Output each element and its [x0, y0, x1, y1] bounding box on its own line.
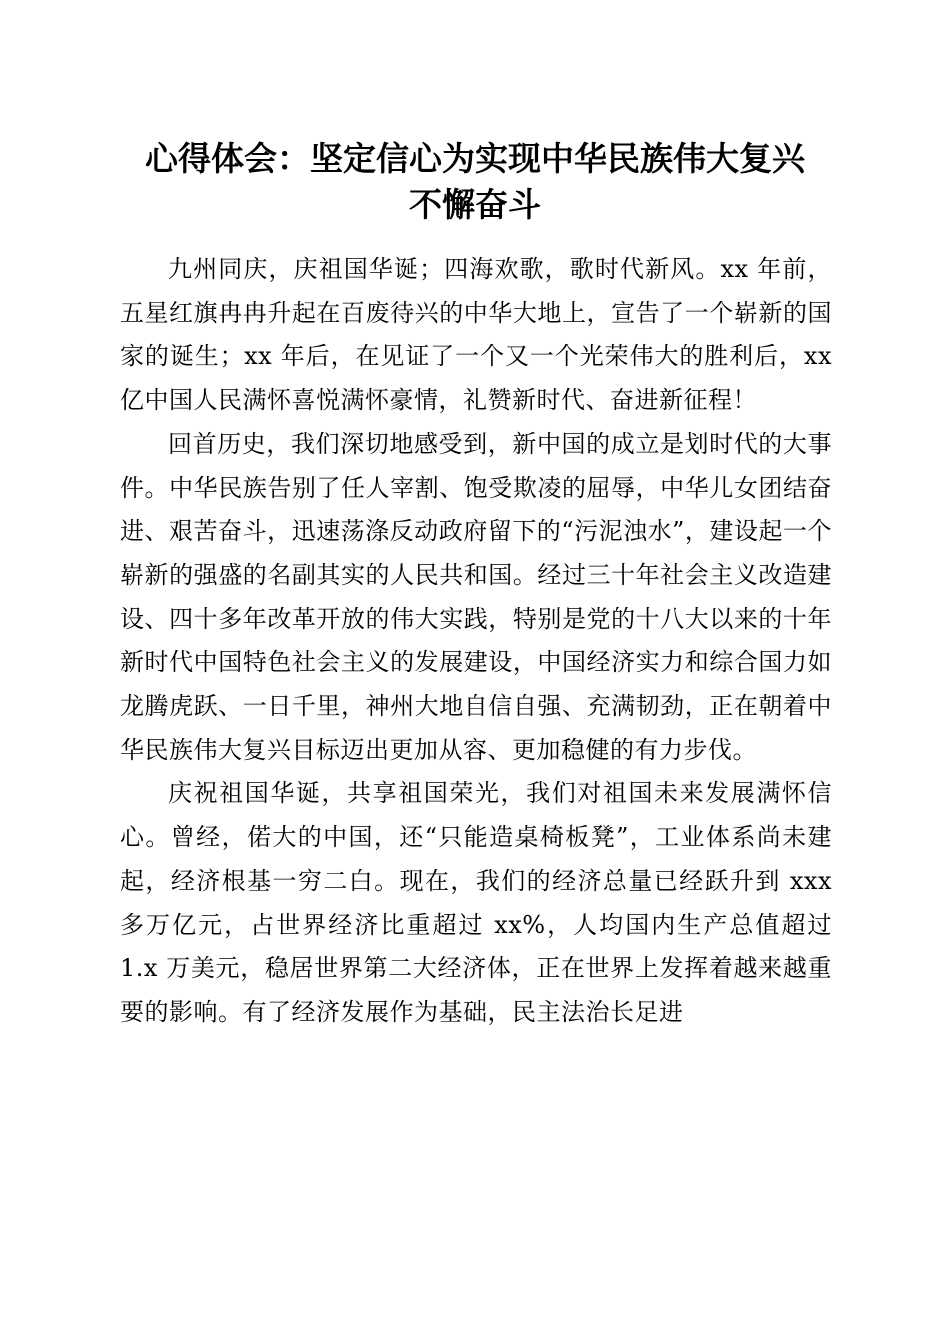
paragraph-1: 九州同庆，庆祖国华诞；四海欢歌，歌时代新风。xx 年前，五星红旗冉冉升起在百废待兴的中华大地上，宣告了一个崭新的国家的诞生；xx 年后，在见证了一个又一个光荣伟大的胜利后，xx 亿中国人民满怀喜悦满怀豪情，礼赞新时代、奋进新征程！ [120, 255, 832, 415]
paragraph-2: 回首历史，我们深切地感受到，新中国的成立是划时代的大事件。中华民族告别了任人宰割、饱受欺凌的屈辱，中华儿女团结奋进、艰苦奋斗，迅速荡涤反动政府留下的“污泥浊水”，建设起一个崭新的强盛的名副其实的人民共和国。经过三十年社会主义改造建设、四十多年改革开放的伟大实践，特别是党的十八大以来的十年新时代中国特色社会主义的发展建设，中国经济实力和综合国力如龙腾虎跃、一日千里，神州大地自信自强、充满韧劲，正在朝着中华民族伟大复兴目标迈出更加从容、更加稳健的有力步伐。 [120, 429, 832, 764]
document-title [100, 136, 850, 228]
title-line-2: 不懈奋斗 [409, 185, 541, 224]
paragraph-3: 庆祝祖国华诞，共享祖国荣光，我们对祖国未来发展满怀信心。曾经，偌大的中国，还“只能造桌椅板凳”，工业体系尚未建起，经济根基一穷二白。现在，我们的经济总量已经跃升到 xxx 多万亿元，占世界经济比重超过 xx%，人均国内生产总值超过 1.x 万美元，稳居世界第二大经济体，正在世界上发挥着越来越重要的影响。有了经济发展作为基础，民主法治长足进 [120, 779, 832, 1026]
document-body [120, 248, 832, 1035]
title-line-1: 心得体会：坚定信心为实现中华民族伟大复兴 [145, 139, 805, 178]
